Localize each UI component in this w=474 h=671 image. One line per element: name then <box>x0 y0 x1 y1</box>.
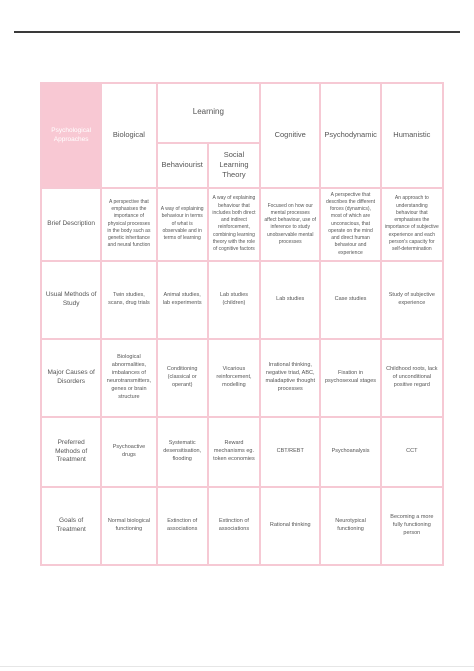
table-cell: Fixation in psychosexual stages <box>321 340 379 416</box>
table-cell: Psychoactive drugs <box>102 418 155 486</box>
table-cell: Case studies <box>321 262 379 338</box>
table-row <box>42 418 442 486</box>
corner-header: Psychological Approaches <box>42 84 100 187</box>
col-header-humanistic: Humanistic <box>382 84 442 187</box>
table-row <box>42 189 442 260</box>
row-header-methods-of-study: Usual Methods of Study <box>42 262 100 338</box>
table-cell: Animal studies, lab experiments <box>158 262 207 338</box>
table-cell: Irrational thinking, negative triad, ABC, maladaptive thought processes <box>261 340 319 416</box>
table-cell: Lab studies (children) <box>209 262 259 338</box>
row-header-causes-of-disorders: Major Causes of Disorders <box>42 340 100 416</box>
table-cell: A way of explaining behaviour in terms of what is observable and in terms of learning <box>158 189 207 260</box>
bottom-rule <box>0 666 474 667</box>
table-cell: Psychoanalysis <box>321 418 379 486</box>
table-cell: Extinction of associations <box>158 488 207 564</box>
table-cell: Becoming a more fully functioning person <box>382 488 442 564</box>
table-cell: Childhood roots, lack of unconditional positive regard <box>382 340 442 416</box>
table-cell: An approach to understanding behaviour that emphasises the importance of subjective experience and each person's capacity for self-determination <box>382 189 442 260</box>
table-cell: A perspective that emphasises the importance of physical processes in the body such as genetic inheritance and neural function <box>102 189 155 260</box>
approaches-table-wrapper <box>40 82 444 566</box>
table-cell: Study of subjective experience <box>382 262 442 338</box>
table-cell: Normal biological functioning <box>102 488 155 564</box>
table-cell: CBT/REBT <box>261 418 319 486</box>
table-cell: CCT <box>382 418 442 486</box>
table-cell: Biological abnormalities, imbalances of neurotransmitters, genes or brain structure <box>102 340 155 416</box>
table-cell: Extinction of associations <box>209 488 259 564</box>
top-rule <box>14 31 460 33</box>
table-cell: A way of explaining behaviour that includes both direct and indirect reinforcement, combining learning theory with the role of cognitive factors <box>209 189 259 260</box>
row-header-brief-description: Brief Description <box>42 189 100 260</box>
col-header-psychodynamic: Psychodynamic <box>321 84 379 187</box>
table-cell: Vicarious reinforcement, modelling <box>209 340 259 416</box>
table-row <box>42 262 442 338</box>
table-cell: Reward mechanisms eg. token economies <box>209 418 259 486</box>
col-header-learning: Learning <box>158 84 260 142</box>
table-row <box>42 488 442 564</box>
table-cell: A perspective that describes the different forces (dynamics), most of which are unconscious, that operate on the mind and direct human behaviour and experience <box>321 189 379 260</box>
col-header-behaviourist: Behaviourist <box>158 144 207 187</box>
table-cell: Systematic desensitisation, flooding <box>158 418 207 486</box>
approaches-table <box>40 82 444 566</box>
col-header-biological: Biological <box>102 84 155 187</box>
table-cell: Lab studies <box>261 262 319 338</box>
table-row <box>42 340 442 416</box>
row-header-methods-of-treatment: Preferred Methods of Treatment <box>42 418 100 486</box>
table-cell: Conditioning (classical or operant) <box>158 340 207 416</box>
col-header-social-learning: Social Learning Theory <box>209 144 259 187</box>
table-cell: Focused on how our mental processes affect behaviour, use of inference to study unobservable mental processes <box>261 189 319 260</box>
table-cell: Twin studies, scans, drug trials <box>102 262 155 338</box>
table-cell: Rational thinking <box>261 488 319 564</box>
col-header-cognitive: Cognitive <box>261 84 319 187</box>
row-header-goals-of-treatment: Goals of Treatment <box>42 488 100 564</box>
table-cell: Neurotypical functioning <box>321 488 379 564</box>
